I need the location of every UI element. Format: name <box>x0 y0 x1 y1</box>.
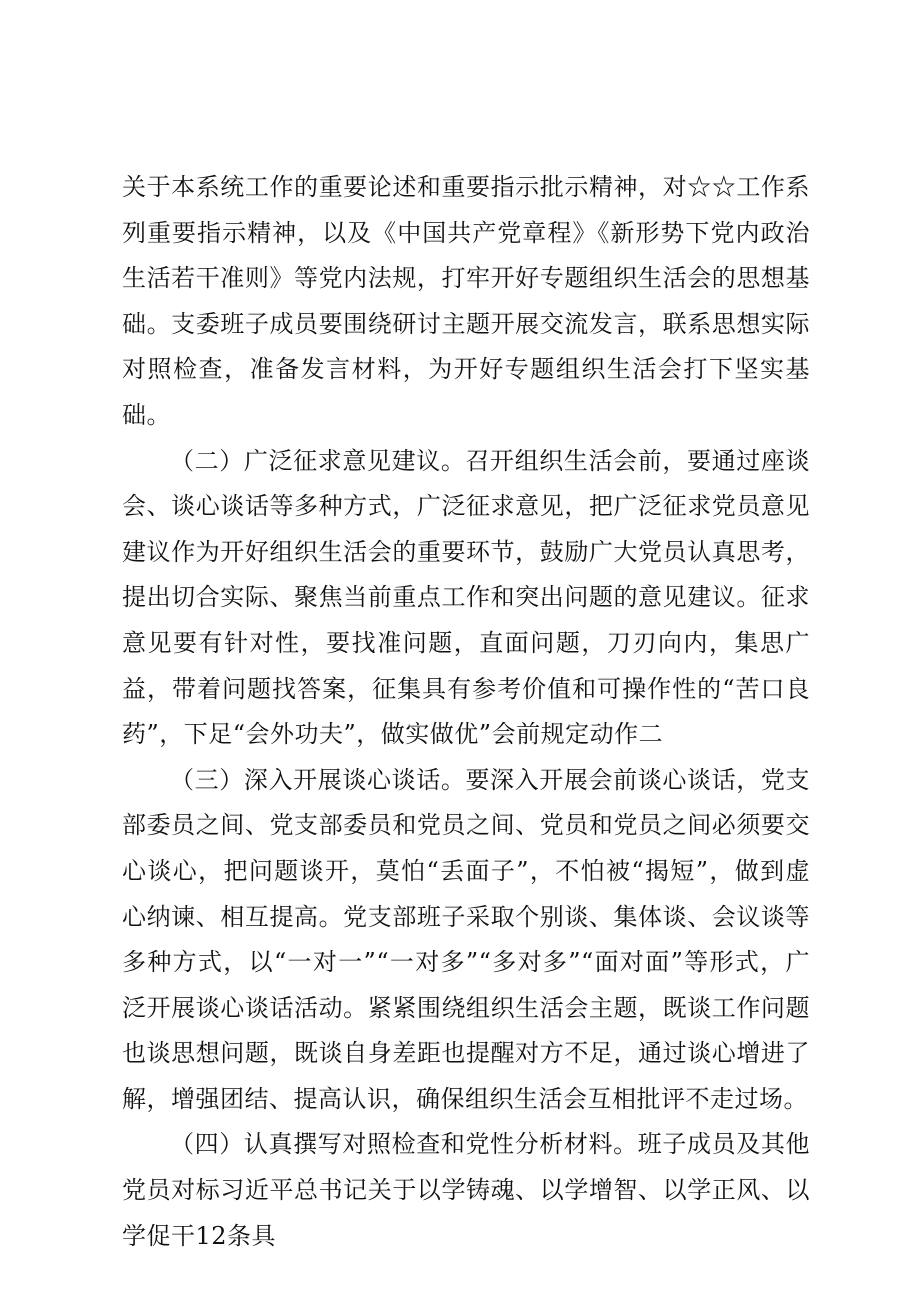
paragraph-section-3: （三）深入开展谈心谈话。要深入开展会前谈心谈话，党支部委员之间、党支部委员和党员之间、党员和党员之间必须要交心谈心，把问题谈开，莫怕“丢面子”，不怕被“揭短”，做到虚心纳谏、相互提高。党支部班子采取个别谈、集体谈、会议谈等多种方式，以“一对一”“一对多”“多对多”“面对面”等形式，广泛开展谈心谈话活动。紧紧围绕组织生活会主题，既谈工作问题也谈思想问题，既谈自身差距也提醒对方不足，通过谈心增进了解，增强团结、提高认识，确保组织生活会互相批评不走过场。 <box>122 765 810 1113</box>
paragraph-section-2: （二）广泛征求意见建议。召开组织生活会前，要通过座谈会、谈心谈话等多种方式，广泛征求意见，把广泛征求党员意见建议作为开好组织生活会的重要环节，鼓励广大党员认真思考，提出切合实际、聚焦当前重点工作和突出问题的意见建议。征求意见要有针对性，要找准问题，直面问题，刀刃向内，集思广益，带着问题找答案，征集具有参考价值和可操作性的“苦口良药”，下足“会外功夫”，做实做优”会前规定动作二 <box>122 446 810 749</box>
paragraph-section-4: （四）认真撰写对照检查和党性分析材料。班子成员及其他党员对标习近平总书记关于以学铸魂、以学增智、以学正风、以学促干12条具 <box>122 1130 810 1250</box>
paragraph-continuation: 关于本系统工作的重要论述和重要指示批示精神，对☆☆工作系列重要指示精神，以及《中国共产党章程》《新形势下党内政治生活若干准则》等党内法规，打牢开好专题组织生活会的思想基础。支委班子成员要围绕研讨主题开展交流发言，联系思想实际对照检查，准备发言材料，为开好专题组织生活会打下坚实基础。 <box>122 173 810 429</box>
document-body <box>122 165 810 1259</box>
